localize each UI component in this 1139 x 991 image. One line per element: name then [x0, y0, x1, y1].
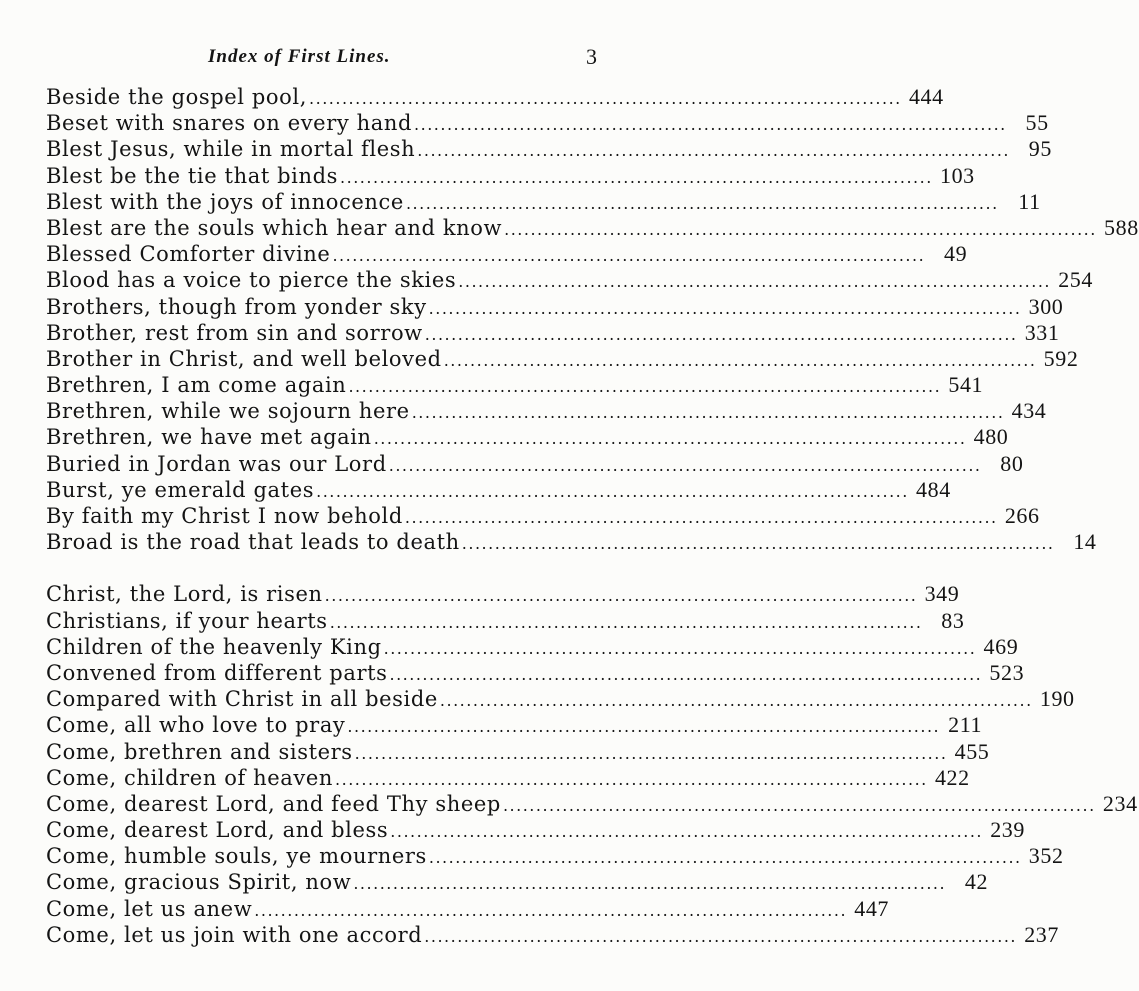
- index-entry: [46, 817, 1026, 843]
- index-entry: [46, 424, 1009, 450]
- index-entry: [46, 293, 1064, 320]
- dot-leader: [501, 793, 1098, 819]
- index-entry: [46, 398, 1047, 424]
- first-line-text: Beset with snares on every hand: [46, 111, 413, 136]
- index-entry: [46, 450, 1024, 477]
- index-entry: [46, 712, 983, 738]
- first-line-text: Brother, rest from sin and sorrow: [46, 320, 423, 345]
- hymn-number: 349: [924, 581, 960, 607]
- index-entry: [46, 345, 1079, 372]
- first-line-text: Brothers, though from yonder sky: [46, 294, 427, 319]
- dot-leader: [307, 86, 904, 112]
- dot-leader: [388, 662, 985, 688]
- hymn-number: 80: [1000, 450, 1024, 476]
- first-line-text: Broad is the road that leads to death: [46, 530, 460, 555]
- hymn-number: 484: [916, 476, 951, 502]
- index-entry: [46, 921, 1060, 948]
- first-line-text: Come, gracious Spirit, now: [46, 870, 352, 895]
- hymn-number: 434: [1011, 398, 1047, 424]
- first-line-text: Brethren, while we sojourn here: [46, 399, 410, 424]
- hymn-number: 541: [948, 372, 984, 398]
- index-entry: [46, 607, 965, 634]
- hymn-number: 300: [1028, 293, 1064, 319]
- hymn-number: 455: [954, 738, 990, 764]
- hymn-number: 83: [941, 607, 965, 633]
- dot-leader: [351, 871, 948, 897]
- dot-leader: [345, 714, 942, 740]
- first-line-text: Buried in Jordan was our Lord: [46, 451, 387, 476]
- dot-leader: [415, 138, 1012, 164]
- first-line-text: Christ, the Lord, is risen: [46, 582, 323, 607]
- index-entry: [46, 188, 1041, 215]
- first-line-text: Come, brethren and sisters: [46, 739, 353, 764]
- dot-leader: [333, 767, 930, 793]
- index-entry: [46, 659, 1025, 686]
- dot-leader: [323, 583, 920, 609]
- dot-leader: [460, 531, 1057, 557]
- index-group: [46, 84, 1139, 555]
- dot-leader: [346, 374, 943, 400]
- hymn-number: 331: [1024, 319, 1060, 345]
- first-line-text: Come, dearest Lord, and feed Thy sheep: [46, 791, 501, 816]
- index-entry: [46, 503, 1040, 529]
- dot-leader: [442, 348, 1039, 374]
- index-entry: [46, 686, 1075, 712]
- index-entry: [46, 843, 1064, 869]
- index-entry: [46, 136, 1052, 162]
- index-entry: [46, 764, 970, 791]
- dot-leader: [353, 741, 950, 767]
- index-entry: [46, 581, 960, 607]
- first-line-text: By faith my Christ I now behold: [46, 504, 403, 528]
- dot-leader: [330, 243, 927, 269]
- hymn-number: 211: [948, 712, 983, 738]
- first-lines-index: [46, 84, 1139, 948]
- hymn-number: 237: [1024, 921, 1060, 947]
- dot-leader: [502, 217, 1099, 243]
- hymn-number: 592: [1043, 345, 1079, 371]
- index-group: [46, 581, 1138, 948]
- first-line-text: Come, humble souls, ye mourners: [46, 844, 427, 869]
- page-title: Index of First Lines.: [208, 46, 391, 67]
- index-entry: [46, 84, 944, 110]
- dot-leader: [427, 296, 1024, 322]
- page-number: 3: [586, 44, 597, 69]
- hymn-number: 103: [939, 162, 975, 188]
- index-entry: [46, 529, 1097, 555]
- first-line-text: Christians, if your hearts: [46, 608, 328, 633]
- hymn-number: 42: [964, 869, 989, 895]
- first-line-text: Blood has a voice to pierce the skies: [46, 268, 457, 293]
- dot-leader: [338, 165, 935, 191]
- first-line-text: Come, let us join with one accord: [46, 922, 423, 947]
- hymn-number: 55: [1025, 110, 1049, 136]
- first-line-text: Compared with Christ in all beside: [46, 687, 438, 712]
- hymn-number: 95: [1028, 136, 1052, 162]
- dot-leader: [314, 479, 911, 505]
- index-entry: [46, 267, 1094, 293]
- dot-leader: [427, 845, 1024, 871]
- index-entry: [46, 869, 989, 895]
- dot-leader: [422, 924, 1019, 950]
- hymn-number: 239: [990, 817, 1026, 843]
- hymn-number: 588: [1104, 214, 1139, 240]
- dot-leader: [328, 610, 925, 636]
- hymn-number: 447: [854, 895, 890, 921]
- first-line-text: Children of the heavenly King: [46, 634, 382, 659]
- index-entry: [46, 110, 1049, 136]
- first-line-text: Come, all who love to pray: [46, 713, 346, 738]
- hymn-number: 49: [943, 241, 968, 267]
- hymn-number: 234: [1102, 790, 1138, 816]
- hymn-number: 469: [983, 633, 1019, 659]
- first-line-text: Come, let us anew: [46, 896, 253, 921]
- first-line-text: Brethren, I am come again: [46, 373, 347, 398]
- first-line-text: Beside the gospel pool,: [46, 85, 308, 109]
- index-entry: [46, 241, 968, 267]
- dot-leader: [456, 269, 1053, 295]
- hymn-number: 523: [989, 659, 1025, 685]
- hymn-number: 266: [1004, 503, 1040, 528]
- hymn-number: 422: [934, 764, 970, 790]
- dot-leader: [423, 322, 1020, 348]
- index-entry: [46, 633, 1019, 660]
- first-line-text: Convened from different parts: [46, 660, 388, 685]
- first-line-text: Brethren, we have met again: [46, 425, 372, 450]
- first-line-text: Blest are the souls which hear and know: [46, 215, 503, 240]
- first-line-text: Come, dearest Lord, and bless: [46, 818, 389, 843]
- hymn-number: 480: [973, 424, 1009, 450]
- hymn-number: 14: [1073, 529, 1097, 555]
- hymn-number: 11: [1018, 188, 1041, 214]
- index-entry: [46, 162, 975, 189]
- dot-leader: [403, 505, 1000, 531]
- dot-leader: [252, 898, 849, 924]
- hymn-number: 190: [1039, 686, 1075, 712]
- index-entry: [46, 319, 1060, 346]
- first-line-text: Come, children of heaven: [46, 765, 334, 790]
- index-entry: [46, 372, 984, 398]
- index-entry: [46, 214, 1139, 241]
- index-entry: [46, 895, 890, 922]
- index-entry: [46, 738, 990, 765]
- hymn-number: 352: [1028, 843, 1064, 869]
- dot-leader: [387, 453, 984, 479]
- hymn-number: 444: [908, 84, 944, 109]
- dot-leader: [438, 688, 1035, 714]
- page-header: [0, 46, 640, 76]
- dot-leader: [410, 400, 1007, 426]
- first-line-text: Blest Jesus, while in mortal flesh: [46, 137, 416, 162]
- index-entry: [46, 790, 1138, 817]
- dot-leader: [412, 112, 1009, 138]
- first-line-text: Blessed Comforter divine: [46, 242, 331, 267]
- first-line-text: Blest be the tie that binds: [46, 163, 339, 188]
- hymn-number: 254: [1058, 267, 1094, 293]
- dot-leader: [372, 426, 969, 452]
- index-entry: [46, 476, 951, 503]
- first-line-text: Burst, ye emerald gates: [46, 477, 315, 502]
- dot-leader: [388, 819, 985, 845]
- dot-leader: [404, 191, 1001, 217]
- dot-leader: [382, 636, 979, 662]
- first-line-text: Brother in Christ, and well beloved: [46, 346, 442, 371]
- first-line-text: Blest with the joys of innocence: [46, 189, 404, 214]
